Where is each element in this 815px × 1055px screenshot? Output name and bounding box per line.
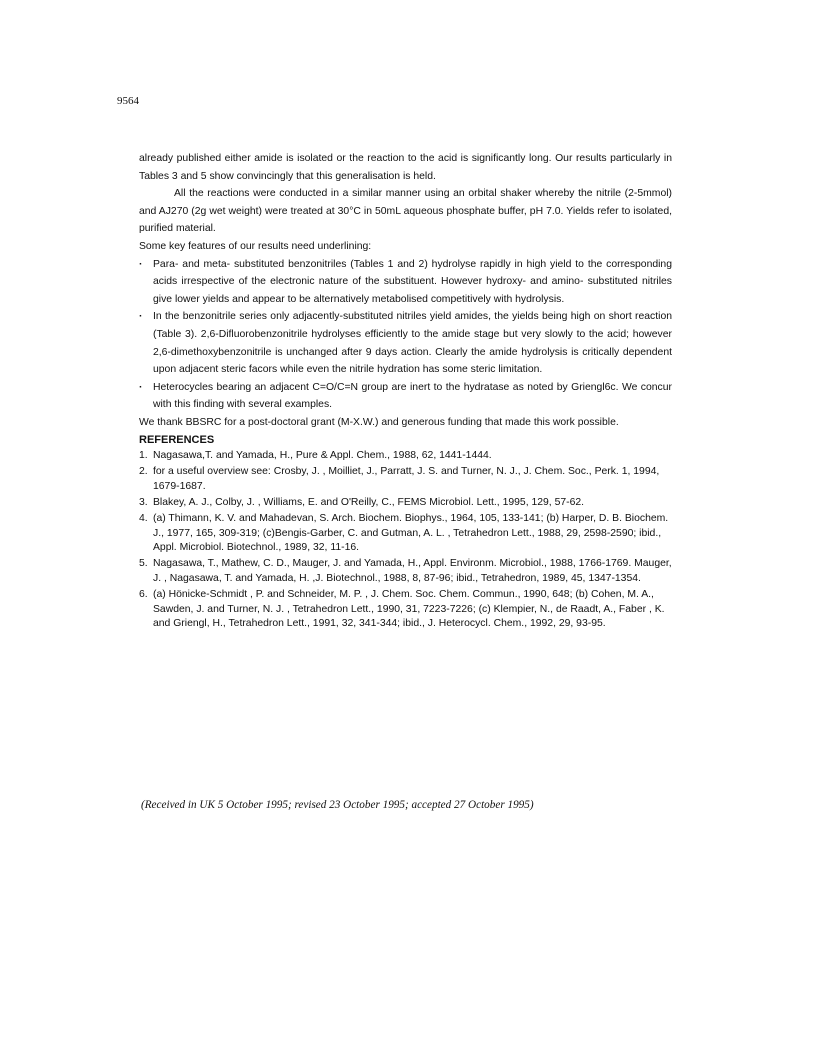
- reference-text: for a useful overview see: Crosby, J. , Moilliet, J., Parratt, J. S. and Turner, N. J., J. Chem. Soc., Perk. 1, 1994, 1679-1687.: [153, 466, 660, 492]
- page-number: 9564: [117, 95, 139, 107]
- reference-text: (a) Hönicke-Schmidt , P. and Schneider, M. P. , J. Chem. Soc. Chem. Commun., 1990, 648; (b) Cohen, M. A., Sawden, J. and Turner, N. J. , Tetrahedron Lett., 1990, 31, 7223-7226; (c) Klempier, N., de Raadt, A., Faber , K. and Griengl, H., Tetrahedron Lett., 1991, 32, 341-344; ibid., J. Heterocycl. Chem., 1992, 29, 93-95.: [153, 588, 665, 630]
- references-list: [139, 449, 672, 632]
- reference-number: 2.: [139, 466, 148, 478]
- received-dates: (Received in UK 5 October 1995; revised 23 October 1995; accepted 27 October 1995): [141, 799, 534, 811]
- reference-text: Blakey, A. J., Colby, J. , Williams, E. and O'Reilly, C., FEMS Microbiol. Lett., 1995, 129, 57-62.: [153, 496, 585, 508]
- acknowledgement: We thank BBSRC for a post-doctoral grant (M-X.W.) and generous funding that made this work possible.: [139, 416, 619, 428]
- reference-text: Nagasawa, T., Mathew, C. D., Mauger, J. and Yamada, H., Appl. Environm. Microbiol., 1988, 1766-1769. Mauger, J. , Nagasawa, T. and Yamada, H. ,J. Biotechnol., 1988, 8, 87-96; ibid., Tetrahedron, 1989, 45, 1347-1354.: [153, 558, 672, 584]
- reference-number: 6.: [139, 588, 148, 600]
- reference-number: 5.: [139, 558, 148, 570]
- reference-number: 4.: [139, 512, 148, 524]
- reference-item: [139, 496, 672, 511]
- reference-item: [139, 512, 672, 556]
- reference-item: [139, 465, 672, 494]
- reference-number: 1.: [139, 450, 148, 462]
- reference-text: Nagasawa,T. and Yamada, H., Pure & Appl. Chem., 1988, 62, 1441-1444.: [153, 450, 492, 462]
- feature-item: · In the benzonitrile series only adjacently-substituted nitriles yield amides, the yields being high on short reaction (Table 3). 2,6-Difluorobenzonitrile hydrolyses efficiently to the amide stage but very slowly to the acid; however 2,6-dimethoxybenzonitrile is unchanged after 9 days action. Clearly the amide hydrolysis is critically dependent upon adjacent steric facors while even the nitrile hydration has some steric limitation.: [139, 308, 672, 378]
- references-heading: REFERENCES: [139, 433, 215, 446]
- reference-item: [139, 588, 672, 632]
- paragraph-2: All the reactions were conducted in a similar manner using an orbital shaker whereby the nitrile (2-5mmol) and AJ270 (2g wet weight) were treated at 30°C in 50mL aqueous phosphate buffer, pH 7.0. Yields refer to isolated, purified material.: [139, 188, 672, 235]
- article-body: [139, 150, 672, 633]
- feature-item: · Heterocycles bearing an adjacent C=O/C=N group are inert to the hydratase as noted by Griengl6c. We concur with this finding with several examples.: [139, 379, 672, 414]
- reference-item: [139, 449, 672, 464]
- reference-text: (a) Thimann, K. V. and Mahadevan, S. Arch. Biochem. Biophys., 1964, 105, 133-141; (b) Harper, D. B. Biochem. J., 1977, 165, 309-319; (c)Bengis-Garber, C. and Gutman, A. L. , Tetrahedron Lett., 1988, 29, 2598-2590; ibid., Appl. Microbiol. Biotechnol., 1989, 32, 11-16.: [153, 512, 669, 554]
- reference-item: [139, 557, 672, 586]
- feature-item: · Para- and meta- substituted benzonitriles (Tables 1 and 2) hydrolyse rapidly in high yield to the corresponding acids irrespective of the electronic nature of the substituent. However hydroxy- and amino- substituted nitriles give lower yields and appear to be alternatively metabolised competitively with hydrolysis.: [139, 256, 672, 309]
- reference-number: 3.: [139, 496, 148, 508]
- paragraph-1: already published either amide is isolated or the reaction to the acid is significantly long. Our results particularly in Tables 3 and 5 show convincingly that this generalisation is held.: [139, 153, 672, 182]
- paragraph-3: Some key features of our results need underlining:: [139, 240, 372, 252]
- key-features-list: [139, 256, 672, 414]
